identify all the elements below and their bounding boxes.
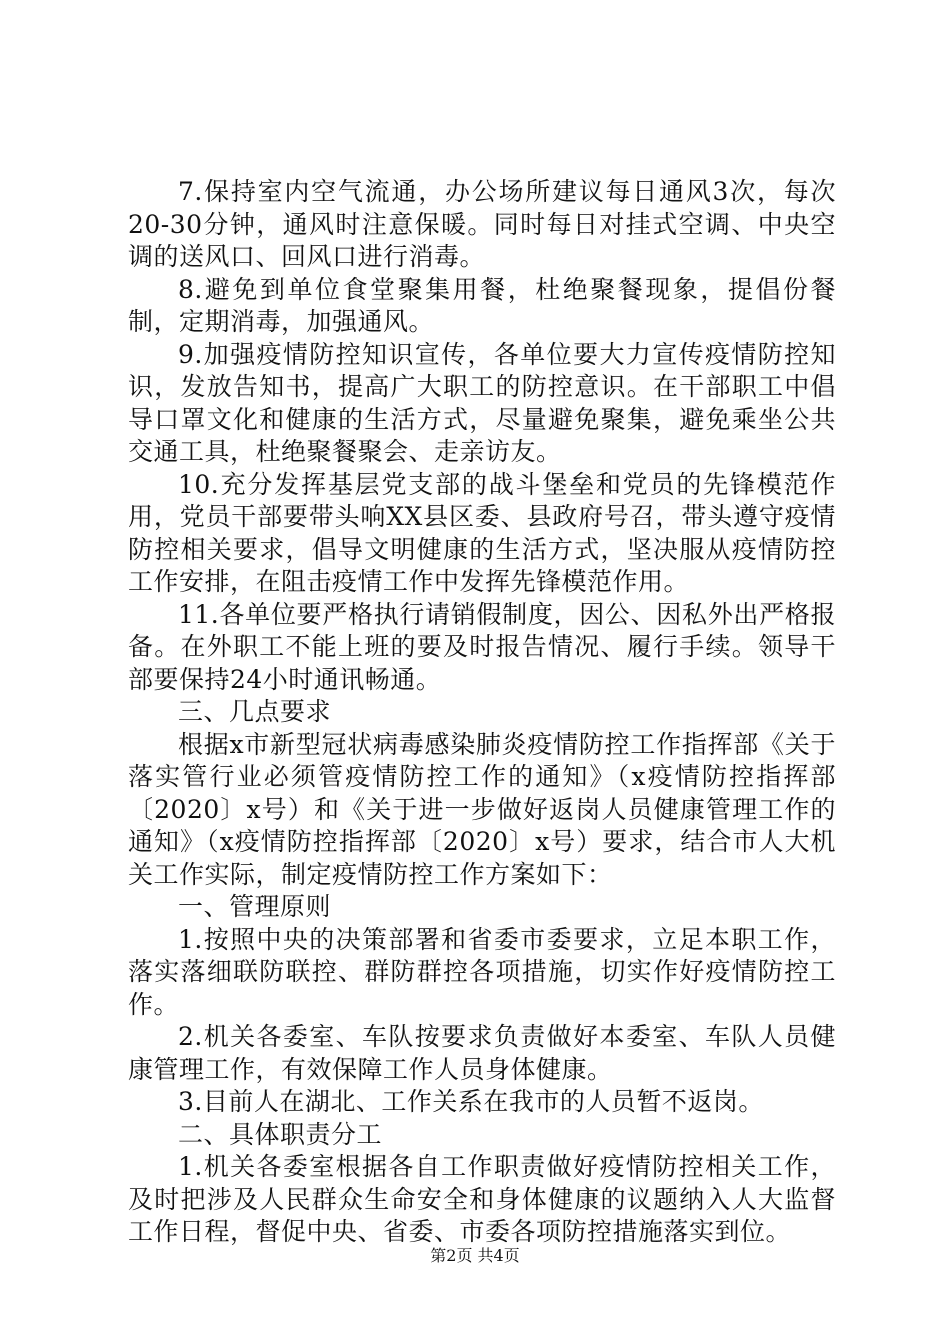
paragraph-leave-system: 11.各单位要严格执行请销假制度，因公、因私外出严格报备。在外职工不能上班的要及时报告情况、履行手续。领导干部要保持24小时通讯畅通。 — [128, 599, 836, 694]
paragraph-responsibility-1: 1.机关各委室根据各自工作职责做好疫情防控相关工作，及时把涉及人民群众生命安全和身体健康的议题纳入人大监督工作日程，督促中央、省委、市委各项防控措施落实到位。 — [128, 1152, 836, 1246]
heading-responsibilities: 二、具体职责分工 — [178, 1119, 383, 1149]
paragraph-party-role: 10.充分发挥基层党支部的战斗堡垒和党员的先锋模范作用，党员干部要带头响XX县区委、县政府号召，带头遵守疫情防控相关要求，倡导文明健康的生活方式，坚决服从疫情防控工作安排，在阻击疫情工作中发挥先锋模范作用。 — [128, 469, 836, 596]
document-body — [128, 176, 836, 1249]
page-number-footer: 第2页 共4页 — [430, 1246, 520, 1265]
heading-management-principles: 一、管理原则 — [178, 892, 332, 921]
paragraph-basis: 根据x市新型冠状病毒感染肺炎疫情防控工作指挥部《关于落实管行业必须管疫情防控工作的通知》（x疫情防控指挥部〔2020〕x号）和《关于进一步做好返岗人员健康管理工作的通知》（x疫情防控指挥部〔2020〕x号）要求，结合市人大机关工作实际，制定疫情防控工作方案如下： — [128, 729, 836, 889]
paragraph-publicity: 9.加强疫情防控知识宣传，各单位要大力宣传疫情防控知识，发放告知书，提高广大职工的防控意识。在干部职工中倡导口罩文化和健康的生活方式，尽量避免聚集，避免乘坐公共交通工具，杜绝聚餐聚会、走亲访友。 — [128, 339, 836, 466]
paragraph-canteen: 8.避免到单位食堂聚集用餐，杜绝聚餐现象，提倡份餐制，定期消毒，加强通风。 — [128, 274, 836, 336]
paragraph-principle-2: 2.机关各委室、车队按要求负责做好本委室、车队人员健康管理工作，有效保障工作人员身体健康。 — [128, 1022, 836, 1084]
paragraph-principle-3: 3.目前人在湖北、工作关系在我市的人员暂不返岗。 — [178, 1087, 764, 1116]
paragraph-principle-1: 1.按照中央的决策部署和省委市委要求，立足本职工作，落实落细联防联控、群防群控各项措施，切实作好疫情防控工作。 — [128, 924, 836, 1019]
heading-requirements: 三、几点要求 — [178, 697, 332, 726]
paragraph-ventilation: 7.保持室内空气流通，办公场所建议每日通风3次，每次20-30分钟，通风时注意保暖。同时每日对挂式空调、中央空调的送风口、回风口进行消毒。 — [128, 177, 836, 271]
